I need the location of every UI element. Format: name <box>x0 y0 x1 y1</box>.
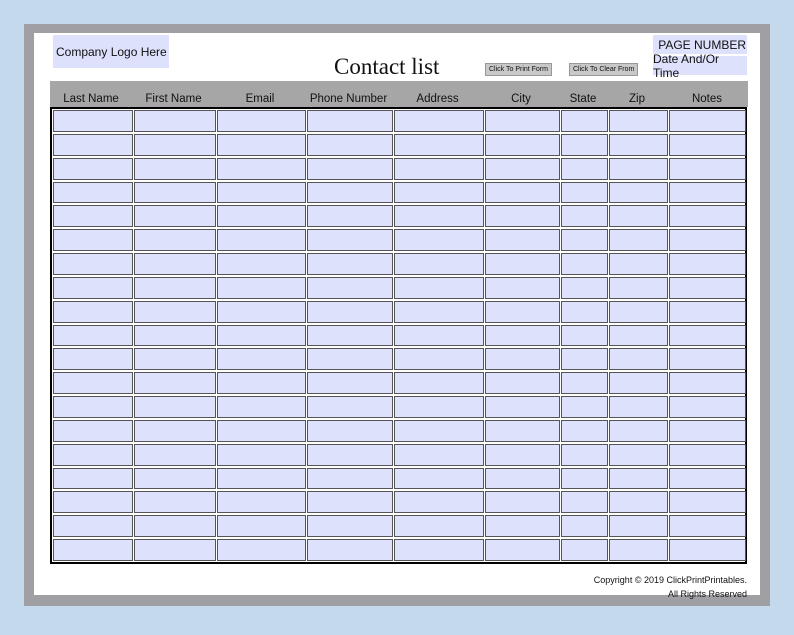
cell-first-name[interactable] <box>134 396 216 418</box>
cell-last-name[interactable] <box>53 182 133 204</box>
cell-first-name[interactable] <box>134 110 216 132</box>
cell-phone-number[interactable] <box>307 372 393 394</box>
table-row <box>52 419 745 443</box>
cell-city[interactable] <box>485 444 560 466</box>
cell-state[interactable] <box>561 253 608 275</box>
cell-notes[interactable] <box>669 539 746 561</box>
cell-state[interactable] <box>561 396 608 418</box>
cell-first-name[interactable] <box>134 491 216 513</box>
cell-last-name[interactable] <box>53 468 133 490</box>
cell-zip[interactable] <box>609 325 668 347</box>
cell-last-name[interactable] <box>53 229 133 251</box>
page-title: Contact list <box>334 54 440 79</box>
cell-city[interactable] <box>485 205 560 227</box>
table-row <box>52 443 745 467</box>
cell-first-name[interactable] <box>134 468 216 490</box>
cell-phone-number[interactable] <box>307 325 393 347</box>
cell-zip[interactable] <box>609 372 668 394</box>
cell-notes[interactable] <box>669 182 746 204</box>
cell-state[interactable] <box>561 110 608 132</box>
cell-zip[interactable] <box>609 253 668 275</box>
cell-first-name[interactable] <box>134 325 216 347</box>
cell-last-name[interactable] <box>53 396 133 418</box>
cell-first-name[interactable] <box>134 420 216 442</box>
table-row <box>52 347 745 371</box>
cell-city[interactable] <box>485 110 560 132</box>
cell-state[interactable] <box>561 348 608 370</box>
cell-state[interactable] <box>561 420 608 442</box>
contact-table <box>50 107 747 564</box>
cell-address[interactable] <box>394 229 484 251</box>
print-form-button[interactable]: Click To Print Form <box>485 63 552 76</box>
table-row <box>52 538 745 562</box>
cell-address[interactable] <box>394 420 484 442</box>
cell-city[interactable] <box>485 325 560 347</box>
cell-last-name[interactable] <box>53 253 133 275</box>
cell-zip[interactable] <box>609 134 668 156</box>
cell-notes[interactable] <box>669 348 746 370</box>
cell-notes[interactable] <box>669 420 746 442</box>
cell-email[interactable] <box>217 277 306 299</box>
cell-phone-number[interactable] <box>307 420 393 442</box>
cell-last-name[interactable] <box>53 158 133 180</box>
cell-email[interactable] <box>217 420 306 442</box>
cell-first-name[interactable] <box>134 372 216 394</box>
cell-state[interactable] <box>561 468 608 490</box>
cell-phone-number[interactable] <box>307 491 393 513</box>
cell-address[interactable] <box>394 515 484 537</box>
cell-last-name[interactable] <box>53 491 133 513</box>
cell-last-name[interactable] <box>53 205 133 227</box>
cell-notes[interactable] <box>669 229 746 251</box>
cell-last-name[interactable] <box>53 277 133 299</box>
cell-email[interactable] <box>217 229 306 251</box>
cell-address[interactable] <box>394 253 484 275</box>
cell-phone-number[interactable] <box>307 205 393 227</box>
cell-notes[interactable] <box>669 301 746 323</box>
cell-notes[interactable] <box>669 515 746 537</box>
cell-last-name[interactable] <box>53 348 133 370</box>
contact-sheet <box>34 33 760 599</box>
cell-address[interactable] <box>394 205 484 227</box>
cell-notes[interactable] <box>669 277 746 299</box>
cell-state[interactable] <box>561 134 608 156</box>
cell-address[interactable] <box>394 372 484 394</box>
cell-phone-number[interactable] <box>307 444 393 466</box>
table-row <box>52 276 745 300</box>
table-header <box>50 81 748 107</box>
cell-state[interactable] <box>561 372 608 394</box>
table-row <box>52 467 745 491</box>
column-header-state: State <box>569 93 597 105</box>
cell-email[interactable] <box>217 515 306 537</box>
cell-state[interactable] <box>561 539 608 561</box>
cell-email[interactable] <box>217 301 306 323</box>
cell-notes[interactable] <box>669 110 746 132</box>
rights-text: All Rights Reserved <box>667 589 747 599</box>
cell-zip[interactable] <box>609 229 668 251</box>
cell-city[interactable] <box>485 277 560 299</box>
cell-city[interactable] <box>485 348 560 370</box>
cell-city[interactable] <box>485 372 560 394</box>
cell-notes[interactable] <box>669 444 746 466</box>
cell-last-name[interactable] <box>53 110 133 132</box>
cell-address[interactable] <box>394 325 484 347</box>
cell-phone-number[interactable] <box>307 515 393 537</box>
cell-phone-number[interactable] <box>307 182 393 204</box>
cell-first-name[interactable] <box>134 444 216 466</box>
cell-first-name[interactable] <box>134 205 216 227</box>
cell-last-name[interactable] <box>53 301 133 323</box>
cell-state[interactable] <box>561 205 608 227</box>
cell-email[interactable] <box>217 491 306 513</box>
cell-phone-number[interactable] <box>307 158 393 180</box>
table-row <box>52 395 745 419</box>
cell-phone-number[interactable] <box>307 277 393 299</box>
cell-notes[interactable] <box>669 396 746 418</box>
cell-zip[interactable] <box>609 110 668 132</box>
cell-first-name[interactable] <box>134 515 216 537</box>
cell-zip[interactable] <box>609 468 668 490</box>
cell-zip[interactable] <box>609 444 668 466</box>
cell-city[interactable] <box>485 182 560 204</box>
cell-zip[interactable] <box>609 420 668 442</box>
cell-email[interactable] <box>217 253 306 275</box>
cell-zip[interactable] <box>609 182 668 204</box>
table-row <box>52 181 745 205</box>
cell-address[interactable] <box>394 277 484 299</box>
cell-zip[interactable] <box>609 348 668 370</box>
cell-phone-number[interactable] <box>307 134 393 156</box>
table-row <box>52 514 745 538</box>
cell-email[interactable] <box>217 325 306 347</box>
cell-address[interactable] <box>394 396 484 418</box>
cell-phone-number[interactable] <box>307 348 393 370</box>
cell-first-name[interactable] <box>134 539 216 561</box>
logo-text: Company Logo Here <box>56 44 167 59</box>
cell-email[interactable] <box>217 372 306 394</box>
cell-first-name[interactable] <box>134 348 216 370</box>
table-row <box>52 109 745 133</box>
cell-notes[interactable] <box>669 253 746 275</box>
cell-last-name[interactable] <box>53 539 133 561</box>
column-header-phone-number: Phone Number <box>309 93 388 105</box>
cell-notes[interactable] <box>669 491 746 513</box>
column-header-email: Email <box>245 93 275 105</box>
cell-city[interactable] <box>485 301 560 323</box>
table-row <box>52 300 745 324</box>
cell-last-name[interactable] <box>53 444 133 466</box>
cell-state[interactable] <box>561 515 608 537</box>
cell-address[interactable] <box>394 444 484 466</box>
cell-state[interactable] <box>561 182 608 204</box>
cell-first-name[interactable] <box>134 158 216 180</box>
clear-form-button[interactable]: Click To Clear From <box>569 63 638 76</box>
footer <box>594 573 747 601</box>
cell-notes[interactable] <box>669 134 746 156</box>
cell-address[interactable] <box>394 539 484 561</box>
cell-email[interactable] <box>217 182 306 204</box>
cell-email[interactable] <box>217 110 306 132</box>
cell-address[interactable] <box>394 134 484 156</box>
cell-first-name[interactable] <box>134 182 216 204</box>
table-row <box>52 371 745 395</box>
cell-city[interactable] <box>485 134 560 156</box>
cell-city[interactable] <box>485 158 560 180</box>
cell-email[interactable] <box>217 444 306 466</box>
table-row <box>52 324 745 348</box>
cell-zip[interactable] <box>609 205 668 227</box>
cell-city[interactable] <box>485 420 560 442</box>
column-header-address: Address <box>416 93 459 105</box>
cell-last-name[interactable] <box>53 420 133 442</box>
cell-city[interactable] <box>485 491 560 513</box>
cell-zip[interactable] <box>609 301 668 323</box>
cell-zip[interactable] <box>609 277 668 299</box>
cell-state[interactable] <box>561 229 608 251</box>
cell-notes[interactable] <box>669 205 746 227</box>
cell-city[interactable] <box>485 539 560 561</box>
cell-notes[interactable] <box>669 372 746 394</box>
cell-state[interactable] <box>561 158 608 180</box>
column-header-first-name: First Name <box>145 93 202 105</box>
cell-address[interactable] <box>394 110 484 132</box>
column-header-last-name: Last Name <box>63 93 119 105</box>
table-row <box>52 157 745 181</box>
cell-zip[interactable] <box>609 491 668 513</box>
cell-city[interactable] <box>485 468 560 490</box>
table-row <box>52 133 745 157</box>
cell-address[interactable] <box>394 158 484 180</box>
table-row <box>52 228 745 252</box>
column-header-notes: Notes <box>691 93 723 105</box>
cell-notes[interactable] <box>669 325 746 347</box>
cell-city[interactable] <box>485 396 560 418</box>
cell-notes[interactable] <box>669 468 746 490</box>
cell-zip[interactable] <box>609 515 668 537</box>
cell-first-name[interactable] <box>134 277 216 299</box>
column-header-zip: Zip <box>629 93 645 105</box>
cell-address[interactable] <box>394 301 484 323</box>
cell-first-name[interactable] <box>134 253 216 275</box>
copyright-text: Copyright © 2019 ClickPrintPrintables. <box>593 575 747 585</box>
cell-last-name[interactable] <box>53 372 133 394</box>
cell-state[interactable] <box>561 444 608 466</box>
table-row <box>52 490 745 514</box>
cell-state[interactable] <box>561 301 608 323</box>
cell-zip[interactable] <box>609 396 668 418</box>
cell-email[interactable] <box>217 205 306 227</box>
cell-phone-number[interactable] <box>307 110 393 132</box>
cell-email[interactable] <box>217 468 306 490</box>
cell-phone-number[interactable] <box>307 229 393 251</box>
cell-address[interactable] <box>394 348 484 370</box>
cell-email[interactable] <box>217 134 306 156</box>
cell-first-name[interactable] <box>134 229 216 251</box>
cell-first-name[interactable] <box>134 301 216 323</box>
cell-state[interactable] <box>561 491 608 513</box>
cell-state[interactable] <box>561 277 608 299</box>
cell-first-name[interactable] <box>134 134 216 156</box>
cell-email[interactable] <box>217 158 306 180</box>
cell-phone-number[interactable] <box>307 301 393 323</box>
cell-address[interactable] <box>394 491 484 513</box>
cell-email[interactable] <box>217 396 306 418</box>
cell-city[interactable] <box>485 229 560 251</box>
cell-phone-number[interactable] <box>307 539 393 561</box>
table-row <box>52 204 745 228</box>
cell-address[interactable] <box>394 468 484 490</box>
cell-phone-number[interactable] <box>307 253 393 275</box>
cell-address[interactable] <box>394 182 484 204</box>
cell-city[interactable] <box>485 253 560 275</box>
date-field[interactable] <box>653 51 747 80</box>
column-header-city: City <box>511 93 531 105</box>
table-row <box>52 252 745 276</box>
cell-state[interactable] <box>561 325 608 347</box>
company-logo-placeholder[interactable] <box>53 35 169 68</box>
cell-last-name[interactable] <box>53 325 133 347</box>
date-text: Date And/Or Time <box>653 51 720 80</box>
cell-notes[interactable] <box>669 158 746 180</box>
cell-city[interactable] <box>485 515 560 537</box>
page-frame <box>24 24 770 606</box>
cell-last-name[interactable] <box>53 134 133 156</box>
cell-last-name[interactable] <box>53 515 133 537</box>
cell-phone-number[interactable] <box>307 396 393 418</box>
cell-email[interactable] <box>217 539 306 561</box>
cell-phone-number[interactable] <box>307 468 393 490</box>
cell-zip[interactable] <box>609 539 668 561</box>
cell-zip[interactable] <box>609 158 668 180</box>
page-number-text: PAGE NUMBER <box>658 37 746 52</box>
cell-email[interactable] <box>217 348 306 370</box>
